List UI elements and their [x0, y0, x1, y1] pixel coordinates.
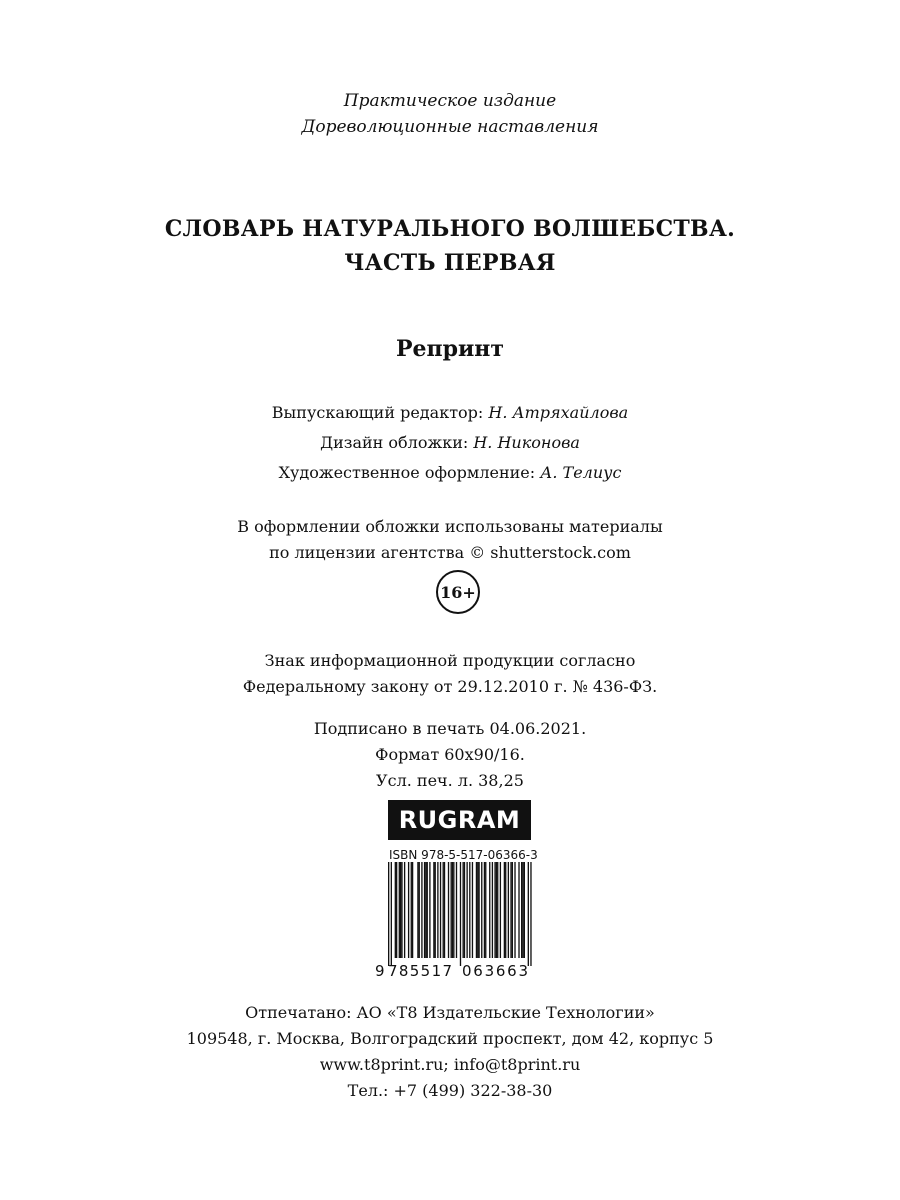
- printer-contacts: [0, 1000, 900, 1104]
- barcode-bar: [489, 862, 490, 958]
- credit-name: Н. Атряхайлова: [488, 403, 629, 422]
- barcode-bar: [443, 862, 444, 958]
- print-sheets: Усл. печ. л. 38,25: [376, 771, 524, 790]
- barcode-bar: [411, 862, 412, 958]
- barcode-bar: [425, 862, 426, 958]
- barcode-group-2: 063663: [462, 962, 528, 980]
- title-line-2: ЧАСТЬ ПЕРВАЯ: [344, 250, 556, 276]
- barcode-bar: [404, 862, 405, 958]
- age-rating-badge: 16+: [436, 570, 480, 614]
- barcode-bar: [429, 862, 430, 958]
- barcode-bar: [508, 862, 509, 958]
- barcode-bar: [485, 862, 486, 958]
- barcode-bar: [524, 862, 525, 958]
- barcode-bar: [448, 862, 449, 958]
- barcode-bar: [421, 862, 422, 958]
- license-line-1: В оформлении обложки использованы материалы: [237, 517, 663, 536]
- credit-editor: [0, 398, 900, 428]
- barcode-bar: [522, 862, 523, 958]
- series-line-2: Дореволюционные наставления: [301, 117, 599, 137]
- series-block: [0, 88, 900, 140]
- barcode-bar: [412, 862, 413, 958]
- barcode-bar: [395, 862, 396, 958]
- barcode-bar: [492, 862, 493, 958]
- barcode-bar: [453, 862, 454, 958]
- barcode-bar: [496, 862, 497, 958]
- barcode-bar: [408, 862, 409, 958]
- barcode-bar: [510, 862, 511, 958]
- barcode-bar: [440, 862, 441, 958]
- barcode-bar: [399, 862, 400, 958]
- license-note: [0, 514, 900, 566]
- barcode-bar: [494, 862, 495, 958]
- title-line-1: СЛОВАРЬ НАТУРАЛЬНОГО ВОЛШЕБСТВА.: [164, 216, 736, 242]
- barcode-bar: [396, 862, 397, 958]
- barcode-bar: [521, 862, 522, 958]
- barcode-bar: [528, 862, 529, 966]
- credit-role: Художественное оформление:: [278, 463, 541, 482]
- book-subtitle: Репринт: [395, 336, 505, 362]
- law-line-1: Знак информационной продукции согласно: [264, 651, 636, 670]
- law-note: [0, 648, 900, 700]
- license-line-2: по лицензии агентства © shutterstock.com: [269, 543, 631, 562]
- isbn-barcode: [372, 862, 534, 982]
- barcode-bar: [500, 862, 501, 958]
- barcode-first-digit: 9: [375, 962, 385, 980]
- barcode-bar: [424, 862, 425, 958]
- barcode-bar: [451, 862, 452, 958]
- barcode-bar: [478, 862, 479, 958]
- print-info: [0, 716, 900, 794]
- series-line-1: Практическое издание: [343, 91, 557, 111]
- printer-web: www.t8print.ru; info@t8print.ru: [319, 1055, 581, 1074]
- barcode-bar: [427, 862, 428, 958]
- barcode-bar: [419, 862, 420, 958]
- barcode-bar: [388, 862, 389, 966]
- barcode-bar: [460, 862, 461, 966]
- barcode-bar: [497, 862, 498, 958]
- rugram-logo: RUGRAM: [388, 800, 531, 840]
- barcode-bar: [476, 862, 477, 958]
- credit-art-design: [0, 458, 900, 488]
- print-format: Формат 60х90/16.: [375, 745, 525, 764]
- print-signed: Подписано в печать 04.06.2021.: [313, 719, 587, 738]
- barcode-bar: [530, 862, 531, 966]
- printer-address: 109548, г. Москва, Волгоградский проспект, дом 42, корпус 5: [186, 1029, 714, 1048]
- barcode-bar: [433, 862, 434, 958]
- barcode-group-1: 785517: [388, 962, 452, 980]
- barcode-bar: [437, 862, 438, 958]
- credit-name: А. Телиус: [540, 463, 622, 482]
- credits-block: [0, 398, 900, 488]
- credit-cover-design: [0, 428, 900, 458]
- credit-role: Выпускающий редактор:: [271, 403, 489, 422]
- barcode-bar: [469, 862, 470, 958]
- barcode-bar: [417, 862, 418, 958]
- barcode-bar: [512, 862, 513, 958]
- barcode-bar: [466, 862, 467, 958]
- barcode-bar: [401, 862, 402, 958]
- barcode-bar: [462, 862, 463, 958]
- credit-name: Н. Никонова: [473, 433, 580, 452]
- barcode-bar: [464, 862, 465, 958]
- barcode-bar: [391, 862, 392, 966]
- barcode-bar: [518, 862, 519, 958]
- barcode-bar: [477, 862, 478, 958]
- barcode-bar: [484, 862, 485, 958]
- barcode-bar: [514, 862, 515, 958]
- barcode-bar: [505, 862, 506, 958]
- barcode-bar: [444, 862, 445, 958]
- credit-role: Дизайн обложки:: [320, 433, 474, 452]
- law-line-2: Федеральному закону от 29.12.2010 г. № 436-ФЗ.: [242, 677, 658, 696]
- barcode-bar: [472, 862, 473, 958]
- isbn-number: ISBN 978-5-517-06366-3: [389, 848, 538, 862]
- barcode-bar: [481, 862, 482, 958]
- barcode-bar: [504, 862, 505, 958]
- barcode-bar: [452, 862, 453, 958]
- barcode-bars: [388, 862, 532, 966]
- printer-phone: Тел.: +7 (499) 322-38-30: [347, 1081, 553, 1100]
- book-title: [0, 212, 900, 280]
- barcode-bar: [435, 862, 436, 958]
- barcode-bar: [400, 862, 401, 958]
- printer-name: Отпечатано: АО «Т8 Издательские Технологии»: [245, 1003, 655, 1022]
- barcode-bar: [456, 862, 457, 958]
